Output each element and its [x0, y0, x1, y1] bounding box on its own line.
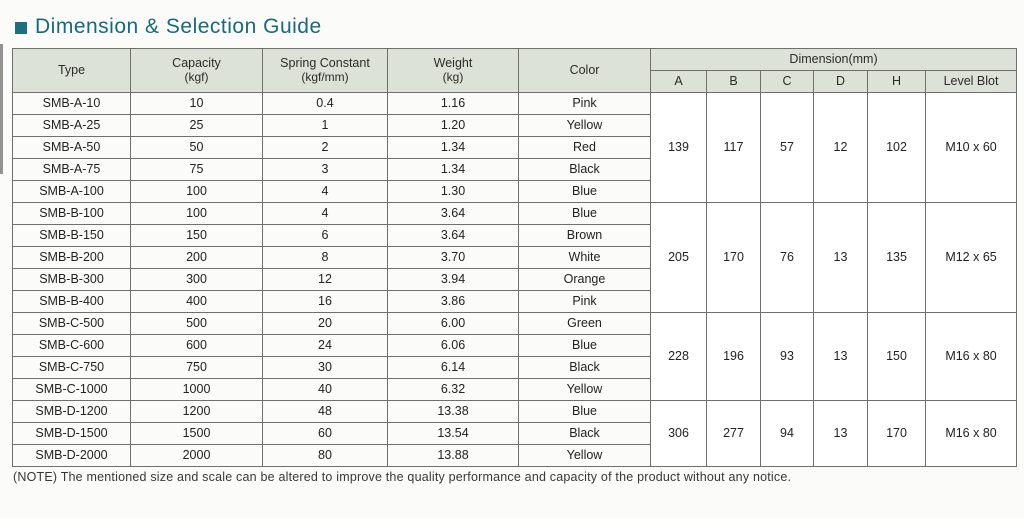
- col-header-dim-b: B: [707, 71, 761, 93]
- weight-cell: 3.64: [388, 203, 519, 225]
- dimension-cell-b: 170: [707, 203, 761, 313]
- weight-cell: 13.88: [388, 445, 519, 467]
- table-body: [13, 93, 1017, 467]
- spring-constant-cell: 48: [263, 401, 388, 423]
- dimension-cell-a: 228: [651, 313, 707, 401]
- col-header-level-blot: Level Blot: [926, 71, 1017, 93]
- type-cell: SMB-A-50: [13, 137, 131, 159]
- weight-cell: 1.30: [388, 181, 519, 203]
- color-cell: Yellow: [519, 445, 651, 467]
- weight-cell: 6.00: [388, 313, 519, 335]
- header-sublabel: (kgf/mm): [301, 69, 349, 84]
- color-cell: Black: [519, 159, 651, 181]
- weight-cell: 3.94: [388, 269, 519, 291]
- spring-constant-cell: 60: [263, 423, 388, 445]
- capacity-cell: 1000: [131, 379, 263, 401]
- type-cell: SMB-D-1200: [13, 401, 131, 423]
- color-cell: Pink: [519, 291, 651, 313]
- weight-cell: 1.16: [388, 93, 519, 115]
- spring-constant-cell: 30: [263, 357, 388, 379]
- spring-constant-cell: 4: [263, 181, 388, 203]
- spring-constant-cell: 40: [263, 379, 388, 401]
- capacity-cell: 75: [131, 159, 263, 181]
- color-cell: White: [519, 247, 651, 269]
- dimension-cell-h: 135: [868, 203, 926, 313]
- dimension-cell-c: 57: [761, 93, 814, 203]
- header-label: Color: [569, 63, 600, 78]
- color-cell: Black: [519, 357, 651, 379]
- dimension-cell-level-blot: M10 x 60: [926, 93, 1017, 203]
- col-header-type: [13, 49, 131, 93]
- spring-constant-cell: 1: [263, 115, 388, 137]
- dimension-cell-level-blot: M12 x 65: [926, 203, 1017, 313]
- color-cell: Green: [519, 313, 651, 335]
- capacity-cell: 25: [131, 115, 263, 137]
- capacity-cell: 10: [131, 93, 263, 115]
- spring-constant-cell: 8: [263, 247, 388, 269]
- weight-cell: 1.34: [388, 159, 519, 181]
- col-header-weight: [388, 49, 519, 93]
- dimension-cell-d: 12: [814, 93, 868, 203]
- spring-constant-cell: 3: [263, 159, 388, 181]
- dimension-cell-c: 94: [761, 401, 814, 467]
- capacity-cell: 600: [131, 335, 263, 357]
- color-cell: Blue: [519, 203, 651, 225]
- type-cell: SMB-C-750: [13, 357, 131, 379]
- table-row: [13, 313, 1017, 335]
- type-cell: SMB-A-100: [13, 181, 131, 203]
- col-header-spring-constant: [263, 49, 388, 93]
- type-cell: SMB-D-2000: [13, 445, 131, 467]
- color-cell: Yellow: [519, 379, 651, 401]
- col-header-color: [519, 49, 651, 93]
- color-cell: Brown: [519, 225, 651, 247]
- col-header-dim-c: C: [761, 71, 814, 93]
- capacity-cell: 400: [131, 291, 263, 313]
- header-label: Weight: [433, 56, 473, 71]
- table-row: [13, 203, 1017, 225]
- col-header-dim-a: A: [651, 71, 707, 93]
- weight-cell: 13.38: [388, 401, 519, 423]
- capacity-cell: 500: [131, 313, 263, 335]
- capacity-cell: 150: [131, 225, 263, 247]
- dimension-cell-d: 13: [814, 313, 868, 401]
- table-row: [13, 93, 1017, 115]
- dimension-cell-b: 196: [707, 313, 761, 401]
- weight-cell: 3.64: [388, 225, 519, 247]
- spring-constant-cell: 12: [263, 269, 388, 291]
- table-header: [13, 49, 1017, 93]
- color-cell: Pink: [519, 93, 651, 115]
- dimension-cell-h: 150: [868, 313, 926, 401]
- section-title: [15, 15, 322, 39]
- dimension-cell-a: 205: [651, 203, 707, 313]
- capacity-cell: 2000: [131, 445, 263, 467]
- spring-constant-cell: 16: [263, 291, 388, 313]
- dimension-cell-c: 93: [761, 313, 814, 401]
- type-cell: SMB-B-400: [13, 291, 131, 313]
- type-cell: SMB-A-25: [13, 115, 131, 137]
- capacity-cell: 1500: [131, 423, 263, 445]
- capacity-cell: 750: [131, 357, 263, 379]
- weight-cell: 13.54: [388, 423, 519, 445]
- dimension-cell-d: 13: [814, 401, 868, 467]
- spring-constant-cell: 4: [263, 203, 388, 225]
- color-cell: Orange: [519, 269, 651, 291]
- capacity-cell: 200: [131, 247, 263, 269]
- scan-edge-artifact: [0, 44, 3, 174]
- spring-constant-cell: 20: [263, 313, 388, 335]
- col-header-dimension-group: Dimension(mm): [651, 49, 1017, 71]
- col-header-dim-h: H: [868, 71, 926, 93]
- col-header-dim-d: D: [814, 71, 868, 93]
- weight-cell: 1.20: [388, 115, 519, 137]
- spring-constant-cell: 2: [263, 137, 388, 159]
- header-label: Spring Constant: [280, 56, 370, 71]
- color-cell: Red: [519, 137, 651, 159]
- dimension-cell-b: 117: [707, 93, 761, 203]
- type-cell: SMB-B-300: [13, 269, 131, 291]
- type-cell: SMB-A-75: [13, 159, 131, 181]
- capacity-cell: 300: [131, 269, 263, 291]
- dimension-cell-h: 102: [868, 93, 926, 203]
- type-cell: SMB-B-200: [13, 247, 131, 269]
- header-sublabel: (kg): [442, 69, 464, 84]
- dimension-cell-c: 76: [761, 203, 814, 313]
- type-cell: SMB-A-10: [13, 93, 131, 115]
- color-cell: Yellow: [519, 115, 651, 137]
- weight-cell: 6.06: [388, 335, 519, 357]
- color-cell: Black: [519, 423, 651, 445]
- col-header-capacity: [131, 49, 263, 93]
- header-sublabel: (kgf): [184, 69, 209, 84]
- header-label: Capacity: [172, 56, 221, 71]
- color-cell: Blue: [519, 181, 651, 203]
- type-cell: SMB-D-1500: [13, 423, 131, 445]
- square-bullet-icon: [15, 22, 27, 34]
- spring-constant-cell: 6: [263, 225, 388, 247]
- type-cell: SMB-B-150: [13, 225, 131, 247]
- weight-cell: 6.32: [388, 379, 519, 401]
- capacity-cell: 100: [131, 181, 263, 203]
- footnote: (NOTE) The mentioned size and scale can be altered to improve the quality performance and capacity of the product without any notice.: [13, 470, 792, 484]
- spring-constant-cell: 0.4: [263, 93, 388, 115]
- dimension-cell-a: 139: [651, 93, 707, 203]
- capacity-cell: 50: [131, 137, 263, 159]
- type-cell: SMB-C-600: [13, 335, 131, 357]
- weight-cell: 1.34: [388, 137, 519, 159]
- dimension-cell-level-blot: M16 x 80: [926, 401, 1017, 467]
- weight-cell: 3.70: [388, 247, 519, 269]
- color-cell: Blue: [519, 401, 651, 423]
- dimension-cell-d: 13: [814, 203, 868, 313]
- spring-constant-cell: 80: [263, 445, 388, 467]
- page-title: Dimension & Selection Guide: [35, 15, 322, 38]
- type-cell: SMB-C-500: [13, 313, 131, 335]
- capacity-cell: 1200: [131, 401, 263, 423]
- dimension-cell-h: 170: [868, 401, 926, 467]
- type-cell: SMB-B-100: [13, 203, 131, 225]
- type-cell: SMB-C-1000: [13, 379, 131, 401]
- header-row-top: [13, 49, 1017, 71]
- dimension-cell-level-blot: M16 x 80: [926, 313, 1017, 401]
- capacity-cell: 100: [131, 203, 263, 225]
- dimension-cell-b: 277: [707, 401, 761, 467]
- dimension-cell-a: 306: [651, 401, 707, 467]
- header-label: Type: [57, 63, 86, 78]
- spring-constant-cell: 24: [263, 335, 388, 357]
- weight-cell: 6.14: [388, 357, 519, 379]
- color-cell: Blue: [519, 335, 651, 357]
- dimension-selection-table: [12, 48, 1017, 467]
- weight-cell: 3.86: [388, 291, 519, 313]
- table-row: [13, 401, 1017, 423]
